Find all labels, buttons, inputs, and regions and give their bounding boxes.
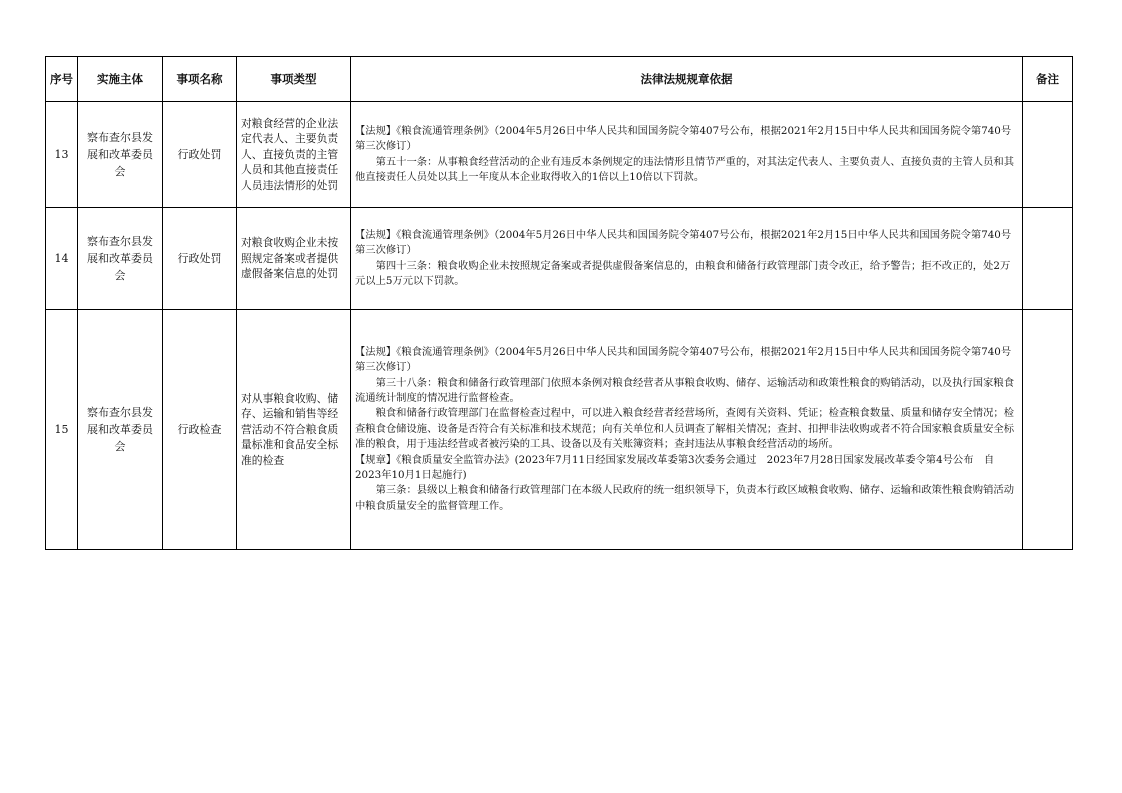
basis-paragraph: 第三十八条：粮食和储备行政管理部门依照本条例对粮食经营者从事粮食收购、储存、运输活动和政策性粮食的购销活动，以及执行国家粮食流通统计制度的情况进行监督检查。 (355, 376, 1014, 404)
cell-item-name: 行政处罚 (163, 208, 237, 310)
basis-paragraph: 【法规】《粮食流通管理条例》（2004年5月26日中华人民共和国国务院令第407号公布，根据2021年2月15日中华人民共和国国务院令第740号第三次修订） (355, 345, 1012, 374)
basis-paragraph: 【规章】《粮食质量安全监管办法》(2023年7月11日经国家发展改革委第3次委务会通过 2023年7月28日国家发展改革委令第4号公布 自2023年10月1日起施行) (355, 453, 995, 482)
regulation-table (45, 56, 1073, 550)
table-row (46, 310, 1073, 550)
cell-item-type: 对粮食经营的企业法定代表人、主要负责人、直接负责的主管人员和其他直接责任人员违法情形的处罚 (237, 102, 351, 208)
table-row (46, 208, 1073, 310)
header-seq: 序号 (46, 57, 78, 102)
basis-paragraph: 第三条：县级以上粮食和储备行政管理部门在本级人民政府的统一组织领导下，负责本行政区域粮食收购、储存、运输和政策性粮食购销活动中粮食质量安全的监督管理工作。 (355, 484, 1014, 512)
cell-basis (351, 102, 1023, 208)
cell-entity: 察布查尔县发展和改革委员会 (78, 310, 163, 550)
cell-item-type: 对粮食收购企业未按照规定备案或者提供虚假备案信息的处罚 (237, 208, 351, 310)
table-row (46, 102, 1073, 208)
cell-entity: 察布查尔县发展和改革委员会 (78, 208, 163, 310)
cell-remarks (1023, 102, 1073, 208)
cell-entity: 察布查尔县发展和改革委员会 (78, 102, 163, 208)
basis-paragraph: 第五十一条：从事粮食经营活动的企业有违反本条例规定的违法情形且情节严重的，对其法定代表人、主要负责人、直接负责的主管人员和其他直接责任人员处以其上一年度从本企业取得收入的1倍以上10倍以下罚款。 (355, 155, 1014, 183)
cell-basis (351, 310, 1023, 550)
header-item-type: 事项类型 (237, 57, 351, 102)
cell-seq: 15 (46, 310, 78, 550)
header-basis: 法律法规规章依据 (351, 57, 1023, 102)
header-item-name: 事项名称 (163, 57, 237, 102)
basis-paragraph: 第四十三条：粮食收购企业未按照规定备案或者提供虚假备案信息的，由粮食和储备行政管理部门责令改正，给予警告；拒不改正的，处2万元以上5万元以下罚款。 (355, 259, 1011, 287)
cell-item-name: 行政处罚 (163, 102, 237, 208)
cell-seq: 13 (46, 102, 78, 208)
basis-paragraph: 【法规】《粮食流通管理条例》（2004年5月26日中华人民共和国国务院令第407号公布，根据2021年2月15日中华人民共和国国务院令第740号第三次修订） (355, 124, 1012, 153)
cell-item-name: 行政检查 (163, 310, 237, 550)
header-remarks: 备注 (1023, 57, 1073, 102)
header-entity: 实施主体 (78, 57, 163, 102)
basis-paragraph: 粮食和储备行政管理部门在监督检查过程中，可以进入粮食经营者经营场所，查阅有关资料、凭证；检查粮食数量、质量和储存安全情况；检查粮食仓储设施、设备是否符合有关标准和技术规范；向有关单位和人员调查了解相关情况；查封、扣押非法收购或者不符合国家粮食质量安全标准的粮食，用于违法经营或者被污染的工具、设备以及有关账簿资料；查封违法从事粮食经营活动的场所。 (355, 407, 1014, 451)
cell-seq: 14 (46, 208, 78, 310)
cell-item-type: 对从事粮食收购、储存、运输和销售等经营活动不符合粮食质量标准和食品安全标准的检查 (237, 310, 351, 550)
basis-paragraph: 【法规】《粮食流通管理条例》（2004年5月26日中华人民共和国国务院令第407号公布，根据2021年2月15日中华人民共和国国务院令第740号第三次修订） (355, 228, 1012, 257)
cell-remarks (1023, 208, 1073, 310)
header-row (46, 57, 1073, 102)
cell-basis (351, 208, 1023, 310)
cell-remarks (1023, 310, 1073, 550)
